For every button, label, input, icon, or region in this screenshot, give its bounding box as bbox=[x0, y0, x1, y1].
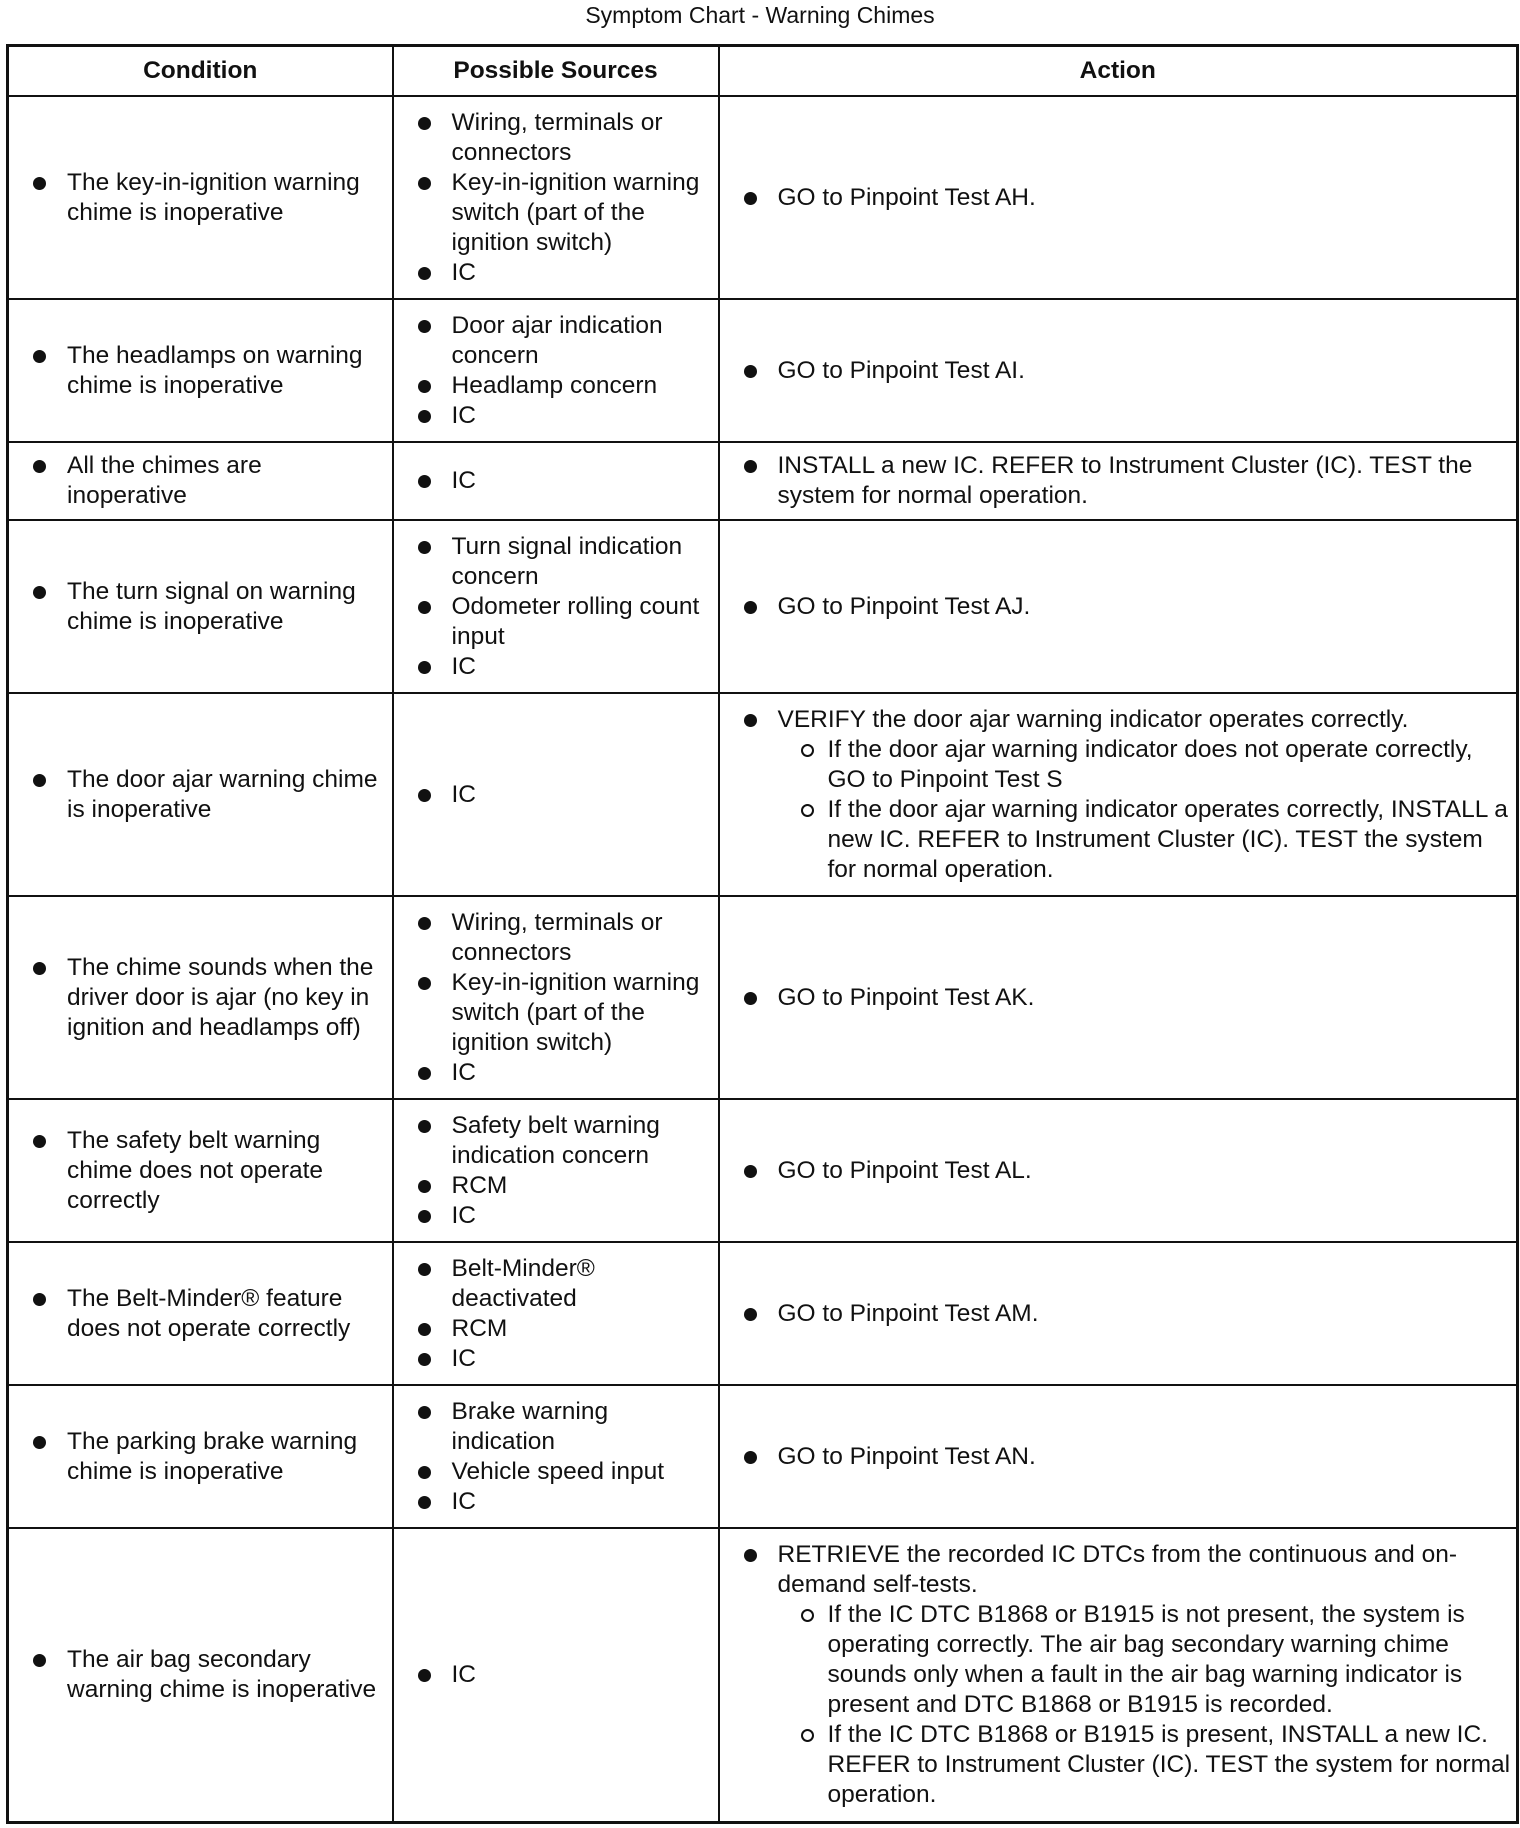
action-text: GO to Pinpoint Test AI. bbox=[777, 356, 1025, 384]
action-cell bbox=[719, 896, 1518, 1099]
condition-cell bbox=[8, 1242, 393, 1385]
source-item: Wiring, terminals or connectors bbox=[394, 908, 710, 968]
action-cell bbox=[719, 1242, 1518, 1385]
table-row bbox=[8, 1242, 1518, 1385]
sources-header: Possible Sources bbox=[393, 46, 719, 97]
source-item: Odometer rolling count input bbox=[394, 592, 710, 652]
source-item: IC bbox=[394, 401, 710, 431]
source-item: RCM bbox=[394, 1171, 710, 1201]
action-item bbox=[720, 705, 1513, 885]
condition-header: Condition bbox=[8, 46, 393, 97]
source-item: Key-in-ignition warning switch (part of the ignition switch) bbox=[394, 968, 710, 1058]
action-subitem: If the door ajar warning indicator does not operate correctly, GO to Pinpoint Test S bbox=[778, 735, 1513, 795]
action-cell bbox=[719, 520, 1518, 693]
sources-cell bbox=[393, 442, 719, 520]
action-text: GO to Pinpoint Test AH. bbox=[777, 183, 1036, 211]
condition-cell bbox=[8, 96, 393, 299]
condition-text: The Belt-Minder® feature does not operate correctly bbox=[9, 1284, 384, 1344]
sources-cell bbox=[393, 693, 719, 896]
table-row bbox=[8, 1385, 1518, 1528]
table-row bbox=[8, 693, 1518, 896]
source-item: IC bbox=[394, 1058, 710, 1088]
source-item: IC bbox=[394, 652, 710, 682]
header-row bbox=[8, 46, 1518, 97]
source-item: IC bbox=[394, 1344, 710, 1374]
action-item bbox=[720, 983, 1509, 1013]
condition-cell bbox=[8, 1099, 393, 1242]
sources-cell bbox=[393, 1385, 719, 1528]
source-item: Wiring, terminals or connectors bbox=[394, 108, 710, 168]
action-cell bbox=[719, 442, 1518, 520]
sources-cell bbox=[393, 520, 719, 693]
sources-cell bbox=[393, 96, 719, 299]
action-item bbox=[720, 451, 1509, 511]
action-cell bbox=[719, 1528, 1518, 1822]
condition-text: The turn signal on warning chime is inoperative bbox=[9, 577, 384, 637]
source-item: Brake warning indication bbox=[394, 1397, 710, 1457]
action-item bbox=[720, 356, 1509, 386]
sources-cell bbox=[393, 896, 719, 1099]
condition-cell bbox=[8, 442, 393, 520]
condition-text: The door ajar warning chime is inoperative bbox=[9, 765, 384, 825]
sources-cell bbox=[393, 299, 719, 442]
source-item: Belt-Minder® deactivated bbox=[394, 1254, 710, 1314]
condition-text: The air bag secondary warning chime is inoperative bbox=[9, 1645, 384, 1705]
action-cell bbox=[719, 1099, 1518, 1242]
source-item: IC bbox=[394, 258, 710, 288]
action-sublist bbox=[778, 735, 1513, 885]
page-title: Symptom Chart - Warning Chimes bbox=[585, 2, 935, 28]
source-item: IC bbox=[394, 780, 710, 810]
condition-cell bbox=[8, 896, 393, 1099]
action-item bbox=[720, 1442, 1509, 1472]
action-cell bbox=[719, 693, 1518, 896]
condition-cell bbox=[8, 1385, 393, 1528]
condition-cell bbox=[8, 520, 393, 693]
symptom-table bbox=[6, 44, 1519, 1824]
action-text: GO to Pinpoint Test AL. bbox=[777, 1156, 1032, 1184]
action-item bbox=[720, 1299, 1509, 1329]
action-text: GO to Pinpoint Test AK. bbox=[777, 983, 1035, 1011]
table-row bbox=[8, 96, 1518, 299]
action-text: GO to Pinpoint Test AJ. bbox=[777, 592, 1031, 620]
table-row bbox=[8, 442, 1518, 520]
sources-cell bbox=[393, 1242, 719, 1385]
condition-text: The key-in-ignition warning chime is inoperative bbox=[9, 168, 384, 228]
condition-text: All the chimes are inoperative bbox=[9, 451, 384, 511]
condition-cell bbox=[8, 1528, 393, 1822]
table-row bbox=[8, 1528, 1518, 1822]
condition-cell bbox=[8, 693, 393, 896]
table-row bbox=[8, 299, 1518, 442]
action-text: VERIFY the door ajar warning indicator operates correctly. bbox=[777, 705, 1409, 733]
action-subitem: If the IC DTC B1868 or B1915 is present, INSTALL a new IC. REFER to Instrument Cluster (IC). TEST the system for normal operation. bbox=[778, 1720, 1513, 1810]
source-item: Safety belt warning indication concern bbox=[394, 1111, 710, 1171]
action-header: Action bbox=[719, 46, 1518, 97]
source-item: IC bbox=[394, 466, 710, 496]
action-text: GO to Pinpoint Test AM. bbox=[777, 1299, 1039, 1327]
action-text: RETRIEVE the recorded IC DTCs from the continuous and on-demand self-tests. bbox=[777, 1540, 1457, 1598]
table-row bbox=[8, 896, 1518, 1099]
action-item bbox=[720, 592, 1509, 622]
condition-text: The safety belt warning chime does not operate correctly bbox=[9, 1126, 384, 1216]
action-item bbox=[720, 1156, 1509, 1186]
source-item: IC bbox=[394, 1201, 710, 1231]
action-item bbox=[720, 1540, 1513, 1810]
action-cell bbox=[719, 96, 1518, 299]
action-text: GO to Pinpoint Test AN. bbox=[777, 1442, 1036, 1470]
source-item: Key-in-ignition warning switch (part of the ignition switch) bbox=[394, 168, 710, 258]
table-body bbox=[8, 96, 1518, 1822]
action-cell bbox=[719, 299, 1518, 442]
source-item: IC bbox=[394, 1487, 710, 1517]
condition-text: The headlamps on warning chime is inoperative bbox=[9, 341, 384, 401]
action-subitem: If the IC DTC B1868 or B1915 is not present, the system is operating correctly. The air bag secondary warning chime sounds only when a fault in the air bag warning indicator is present and DTC B1868 or B1915 is recorded. bbox=[778, 1600, 1513, 1720]
condition-text: The parking brake warning chime is inoperative bbox=[9, 1427, 384, 1487]
action-subitem: If the door ajar warning indicator operates correctly, INSTALL a new IC. REFER to Instrument Cluster (IC). TEST the system for normal operation. bbox=[778, 795, 1513, 885]
table-row bbox=[8, 520, 1518, 693]
action-text: INSTALL a new IC. REFER to Instrument Cluster (IC). TEST the system for normal operation. bbox=[777, 452, 1473, 509]
condition-cell bbox=[8, 299, 393, 442]
source-item: Vehicle speed input bbox=[394, 1457, 710, 1487]
condition-text: The chime sounds when the driver door is ajar (no key in ignition and headlamps off) bbox=[9, 953, 384, 1043]
sources-cell bbox=[393, 1528, 719, 1822]
sources-cell bbox=[393, 1099, 719, 1242]
source-item: Door ajar indication concern bbox=[394, 311, 710, 371]
action-item bbox=[720, 183, 1509, 213]
source-item: Headlamp concern bbox=[394, 371, 710, 401]
action-sublist bbox=[778, 1600, 1513, 1810]
source-item: RCM bbox=[394, 1314, 710, 1344]
table-row bbox=[8, 1099, 1518, 1242]
source-item: IC bbox=[394, 1660, 710, 1690]
source-item: Turn signal indication concern bbox=[394, 532, 710, 592]
action-cell bbox=[719, 1385, 1518, 1528]
